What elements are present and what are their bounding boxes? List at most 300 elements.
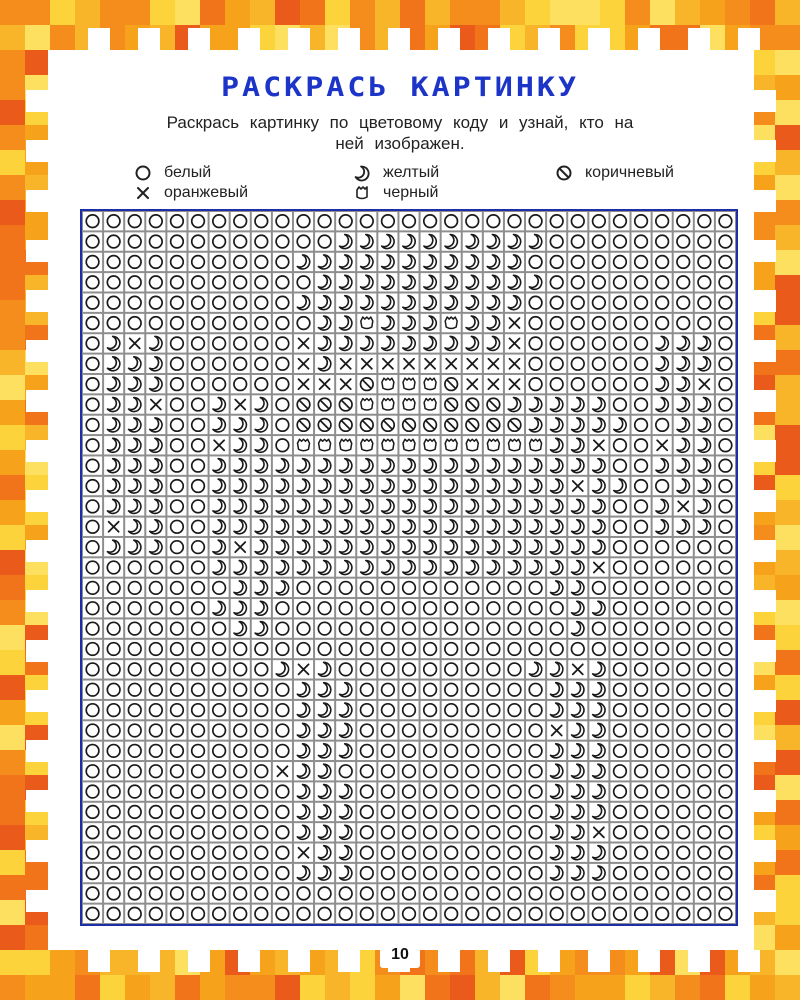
yellow-cell bbox=[399, 273, 418, 291]
yellow-cell bbox=[505, 273, 524, 291]
black-cell bbox=[336, 436, 355, 454]
orange-cell bbox=[568, 477, 587, 495]
white-cell bbox=[294, 579, 313, 597]
yellow-cell bbox=[653, 334, 672, 352]
white-cell bbox=[252, 701, 271, 719]
white-cell bbox=[273, 395, 292, 413]
white-cell bbox=[294, 273, 313, 291]
yellow-cell bbox=[484, 538, 503, 556]
yellow-cell bbox=[146, 538, 165, 556]
yellow-cell bbox=[104, 456, 123, 474]
white-cell bbox=[568, 212, 587, 230]
white-cell bbox=[484, 803, 503, 821]
yellow-cell bbox=[589, 742, 608, 760]
white-cell bbox=[716, 681, 735, 699]
yellow-cell bbox=[421, 314, 440, 332]
white-cell bbox=[167, 905, 186, 923]
brown-cell bbox=[442, 395, 461, 413]
black-cell bbox=[294, 436, 313, 454]
white-cell bbox=[610, 497, 629, 515]
yellow-cell bbox=[442, 538, 461, 556]
white-cell bbox=[167, 864, 186, 882]
white-cell bbox=[610, 681, 629, 699]
yellow-cell bbox=[252, 395, 271, 413]
white-cell bbox=[125, 253, 144, 271]
white-cell bbox=[632, 619, 651, 637]
yellow-cell bbox=[505, 477, 524, 495]
white-cell bbox=[294, 314, 313, 332]
white-cell bbox=[146, 599, 165, 617]
white-cell bbox=[146, 579, 165, 597]
yellow-cell bbox=[315, 823, 334, 841]
yellow-cell bbox=[231, 497, 250, 515]
white-cell bbox=[231, 884, 250, 902]
white-cell bbox=[674, 905, 693, 923]
yellow-cell bbox=[315, 681, 334, 699]
white-cell bbox=[442, 905, 461, 923]
white-cell bbox=[231, 905, 250, 923]
white-cell bbox=[399, 844, 418, 862]
yellow-cell bbox=[421, 558, 440, 576]
yellow-cell bbox=[210, 456, 229, 474]
white-cell bbox=[378, 864, 397, 882]
white-cell bbox=[653, 782, 672, 800]
white-cell bbox=[632, 721, 651, 739]
white-cell bbox=[252, 232, 271, 250]
white-cell bbox=[463, 701, 482, 719]
white-cell bbox=[231, 681, 250, 699]
white-cell bbox=[210, 823, 229, 841]
yellow-cell bbox=[568, 721, 587, 739]
white-cell bbox=[716, 579, 735, 597]
orange-cell bbox=[484, 355, 503, 373]
white-cell bbox=[547, 334, 566, 352]
yellow-cell bbox=[695, 334, 714, 352]
white-cell bbox=[252, 864, 271, 882]
yellow-cell bbox=[125, 538, 144, 556]
white-cell bbox=[125, 640, 144, 658]
white-cell bbox=[716, 293, 735, 311]
yellow-cell bbox=[273, 558, 292, 576]
color-by-code-grid bbox=[80, 209, 738, 926]
white-cell bbox=[210, 884, 229, 902]
orange-cell bbox=[463, 375, 482, 393]
white-cell bbox=[167, 538, 186, 556]
white-cell bbox=[695, 599, 714, 617]
yellow-cell bbox=[231, 416, 250, 434]
white-cell bbox=[125, 619, 144, 637]
yellow-cell bbox=[547, 436, 566, 454]
white-cell bbox=[188, 334, 207, 352]
white-cell bbox=[252, 681, 271, 699]
legend-label-yellow: желтый bbox=[383, 164, 440, 181]
yellow-cell bbox=[568, 742, 587, 760]
white-cell bbox=[104, 640, 123, 658]
white-cell bbox=[357, 864, 376, 882]
yellow-cell bbox=[568, 518, 587, 536]
white-cell bbox=[484, 884, 503, 902]
white-cell bbox=[716, 253, 735, 271]
white-cell bbox=[442, 701, 461, 719]
white-cell bbox=[695, 823, 714, 841]
yellow-cell bbox=[526, 456, 545, 474]
white-cell bbox=[716, 701, 735, 719]
white-cell bbox=[421, 579, 440, 597]
white-cell bbox=[167, 375, 186, 393]
white-cell bbox=[167, 762, 186, 780]
white-cell bbox=[378, 681, 397, 699]
orange-cell bbox=[231, 538, 250, 556]
yellow-cell bbox=[294, 538, 313, 556]
yellow-cell bbox=[146, 477, 165, 495]
white-cell bbox=[336, 762, 355, 780]
white-cell bbox=[421, 660, 440, 678]
white-cell bbox=[315, 599, 334, 617]
white-cell bbox=[421, 619, 440, 637]
white-cell bbox=[104, 660, 123, 678]
white-cell bbox=[210, 579, 229, 597]
white-cell bbox=[716, 762, 735, 780]
yellow-cell bbox=[357, 293, 376, 311]
white-cell bbox=[442, 803, 461, 821]
white-cell bbox=[231, 721, 250, 739]
yellow-cell bbox=[526, 395, 545, 413]
white-cell bbox=[378, 803, 397, 821]
white-cell bbox=[378, 701, 397, 719]
white-cell bbox=[442, 884, 461, 902]
yellow-cell bbox=[273, 518, 292, 536]
white-cell bbox=[167, 803, 186, 821]
yellow-cell bbox=[378, 273, 397, 291]
yellow-cell bbox=[315, 864, 334, 882]
white-cell bbox=[505, 701, 524, 719]
white-cell bbox=[146, 212, 165, 230]
yellow-cell bbox=[505, 518, 524, 536]
white-cell bbox=[653, 640, 672, 658]
white-cell bbox=[188, 273, 207, 291]
white-cell bbox=[399, 579, 418, 597]
yellow-cell bbox=[653, 355, 672, 373]
white-cell bbox=[674, 681, 693, 699]
yellow-cell bbox=[125, 518, 144, 536]
white-cell bbox=[674, 232, 693, 250]
white-cell bbox=[83, 701, 102, 719]
white-cell bbox=[695, 273, 714, 291]
yellow-cell bbox=[294, 253, 313, 271]
white-cell bbox=[167, 884, 186, 902]
white-cell bbox=[589, 619, 608, 637]
legend-label-orange: оранжевый bbox=[164, 184, 249, 201]
yellow-cell bbox=[210, 497, 229, 515]
yellow-cell bbox=[568, 395, 587, 413]
white-cell bbox=[273, 375, 292, 393]
white-cell bbox=[315, 232, 334, 250]
white-cell bbox=[294, 212, 313, 230]
white-cell bbox=[399, 905, 418, 923]
white-cell bbox=[716, 416, 735, 434]
white-cell bbox=[210, 742, 229, 760]
yellow-cell bbox=[336, 721, 355, 739]
white-cell bbox=[252, 314, 271, 332]
yellow-cell bbox=[273, 579, 292, 597]
yellow-cell bbox=[294, 681, 313, 699]
white-cell bbox=[589, 253, 608, 271]
yellow-cell bbox=[589, 395, 608, 413]
yellow-cell bbox=[146, 518, 165, 536]
white-cell bbox=[610, 334, 629, 352]
white-cell bbox=[231, 701, 250, 719]
yellow-cell bbox=[568, 823, 587, 841]
white-cell bbox=[188, 558, 207, 576]
white-cell bbox=[146, 232, 165, 250]
white-cell bbox=[589, 212, 608, 230]
white-cell bbox=[378, 212, 397, 230]
yellow-cell bbox=[104, 477, 123, 495]
white-cell bbox=[399, 701, 418, 719]
white-cell bbox=[484, 212, 503, 230]
yellow-cell bbox=[484, 253, 503, 271]
yellow-cell bbox=[294, 823, 313, 841]
yellow-cell bbox=[315, 456, 334, 474]
yellow-cell bbox=[125, 375, 144, 393]
yellow-cell bbox=[210, 599, 229, 617]
white-cell bbox=[674, 579, 693, 597]
white-cell bbox=[695, 721, 714, 739]
white-cell bbox=[315, 579, 334, 597]
white-cell bbox=[716, 518, 735, 536]
yellow-cell bbox=[568, 456, 587, 474]
white-cell bbox=[210, 681, 229, 699]
white-cell bbox=[357, 701, 376, 719]
yellow-cell bbox=[589, 721, 608, 739]
yellow-cell bbox=[378, 334, 397, 352]
yellow-cell bbox=[442, 232, 461, 250]
white-cell bbox=[210, 660, 229, 678]
yellow-cell bbox=[357, 232, 376, 250]
yellow-cell bbox=[104, 416, 123, 434]
yellow-cell bbox=[378, 558, 397, 576]
white-cell bbox=[83, 395, 102, 413]
orange-cell bbox=[294, 844, 313, 862]
white-cell bbox=[547, 905, 566, 923]
yellow-cell bbox=[547, 497, 566, 515]
white-cell bbox=[421, 721, 440, 739]
white-cell bbox=[210, 375, 229, 393]
yellow-cell bbox=[568, 782, 587, 800]
white-cell bbox=[252, 334, 271, 352]
yellow-cell bbox=[336, 844, 355, 862]
yellow-cell bbox=[294, 477, 313, 495]
white-cell bbox=[378, 599, 397, 617]
white-cell bbox=[83, 823, 102, 841]
white-cell bbox=[674, 884, 693, 902]
white-cell bbox=[83, 518, 102, 536]
white-cell bbox=[716, 599, 735, 617]
white-cell bbox=[357, 884, 376, 902]
white-cell bbox=[125, 579, 144, 597]
yellow-cell bbox=[336, 538, 355, 556]
yellow-cell bbox=[484, 477, 503, 495]
white-cell bbox=[526, 782, 545, 800]
yellow-cell bbox=[589, 803, 608, 821]
yellow-cell bbox=[674, 355, 693, 373]
yellow-cell bbox=[336, 293, 355, 311]
yellow-cell bbox=[463, 334, 482, 352]
white-cell bbox=[378, 782, 397, 800]
white-cell bbox=[336, 599, 355, 617]
white-cell bbox=[273, 293, 292, 311]
white-cell bbox=[231, 844, 250, 862]
white-cell bbox=[188, 884, 207, 902]
white-cell bbox=[83, 681, 102, 699]
yellow-cell bbox=[231, 456, 250, 474]
black-cell bbox=[463, 436, 482, 454]
white-cell bbox=[378, 742, 397, 760]
white-cell bbox=[653, 721, 672, 739]
yellow-cell bbox=[231, 518, 250, 536]
white-cell bbox=[674, 721, 693, 739]
yellow-cell bbox=[484, 558, 503, 576]
white-cell bbox=[146, 619, 165, 637]
orange-cell bbox=[589, 558, 608, 576]
yellow-cell bbox=[357, 518, 376, 536]
white-cell bbox=[716, 477, 735, 495]
yellow-cell bbox=[653, 456, 672, 474]
yellow-cell bbox=[399, 558, 418, 576]
white-cell bbox=[674, 538, 693, 556]
yellow-cell bbox=[610, 477, 629, 495]
white-cell bbox=[188, 416, 207, 434]
white-cell bbox=[210, 355, 229, 373]
white-cell bbox=[505, 782, 524, 800]
white-cell bbox=[526, 823, 545, 841]
white-cell bbox=[610, 823, 629, 841]
white-cell bbox=[125, 660, 144, 678]
black-cell bbox=[421, 395, 440, 413]
yellow-cell bbox=[125, 436, 144, 454]
white-cell bbox=[568, 293, 587, 311]
yellow-cell bbox=[294, 558, 313, 576]
yellow-cell bbox=[315, 273, 334, 291]
yellow-cell bbox=[463, 293, 482, 311]
circle-icon bbox=[132, 164, 154, 182]
yellow-cell bbox=[252, 518, 271, 536]
yellow-cell bbox=[547, 395, 566, 413]
white-cell bbox=[568, 232, 587, 250]
yellow-cell bbox=[315, 355, 334, 373]
white-cell bbox=[146, 558, 165, 576]
yellow-cell bbox=[336, 823, 355, 841]
white-cell bbox=[146, 721, 165, 739]
yellow-cell bbox=[442, 456, 461, 474]
yellow-cell bbox=[674, 477, 693, 495]
white-cell bbox=[463, 844, 482, 862]
white-cell bbox=[83, 558, 102, 576]
yellow-cell bbox=[547, 477, 566, 495]
white-cell bbox=[83, 660, 102, 678]
white-cell bbox=[83, 416, 102, 434]
white-cell bbox=[399, 782, 418, 800]
yellow-cell bbox=[505, 538, 524, 556]
white-cell bbox=[526, 599, 545, 617]
white-cell bbox=[632, 864, 651, 882]
white-cell bbox=[589, 232, 608, 250]
yellow-cell bbox=[336, 701, 355, 719]
white-cell bbox=[526, 905, 545, 923]
white-cell bbox=[167, 477, 186, 495]
yellow-cell bbox=[294, 497, 313, 515]
yellow-cell bbox=[484, 314, 503, 332]
yellow-cell bbox=[252, 538, 271, 556]
yellow-cell bbox=[252, 558, 271, 576]
white-cell bbox=[716, 864, 735, 882]
white-cell bbox=[146, 293, 165, 311]
white-cell bbox=[167, 844, 186, 862]
white-cell bbox=[188, 660, 207, 678]
yellow-cell bbox=[695, 355, 714, 373]
white-cell bbox=[695, 619, 714, 637]
yellow-cell bbox=[484, 334, 503, 352]
white-cell bbox=[167, 701, 186, 719]
yellow-cell bbox=[442, 497, 461, 515]
white-cell bbox=[674, 803, 693, 821]
white-cell bbox=[610, 253, 629, 271]
white-cell bbox=[252, 762, 271, 780]
white-cell bbox=[273, 681, 292, 699]
white-cell bbox=[273, 721, 292, 739]
white-cell bbox=[716, 273, 735, 291]
white-cell bbox=[188, 803, 207, 821]
white-cell bbox=[547, 253, 566, 271]
white-cell bbox=[547, 314, 566, 332]
white-cell bbox=[188, 782, 207, 800]
white-cell bbox=[716, 619, 735, 637]
white-cell bbox=[357, 905, 376, 923]
white-cell bbox=[188, 497, 207, 515]
yellow-cell bbox=[421, 497, 440, 515]
orange-cell bbox=[294, 375, 313, 393]
yellow-cell bbox=[125, 497, 144, 515]
white-cell bbox=[146, 742, 165, 760]
yellow-cell bbox=[315, 497, 334, 515]
white-cell bbox=[589, 355, 608, 373]
white-cell bbox=[294, 619, 313, 637]
yellow-cell bbox=[653, 497, 672, 515]
yellow-cell bbox=[442, 518, 461, 536]
yellow-cell bbox=[589, 477, 608, 495]
brown-cell bbox=[336, 416, 355, 434]
white-cell bbox=[442, 212, 461, 230]
yellow-cell bbox=[357, 253, 376, 271]
white-cell bbox=[104, 721, 123, 739]
orange-cell bbox=[125, 334, 144, 352]
white-cell bbox=[716, 538, 735, 556]
yellow-cell bbox=[146, 416, 165, 434]
white-cell bbox=[357, 599, 376, 617]
white-cell bbox=[188, 905, 207, 923]
white-cell bbox=[104, 232, 123, 250]
white-cell bbox=[632, 660, 651, 678]
black-cell bbox=[421, 375, 440, 393]
white-cell bbox=[421, 212, 440, 230]
white-cell bbox=[125, 782, 144, 800]
white-cell bbox=[421, 782, 440, 800]
white-cell bbox=[399, 212, 418, 230]
white-cell bbox=[83, 375, 102, 393]
white-cell bbox=[188, 681, 207, 699]
legend-black bbox=[351, 184, 438, 202]
yellow-cell bbox=[589, 456, 608, 474]
